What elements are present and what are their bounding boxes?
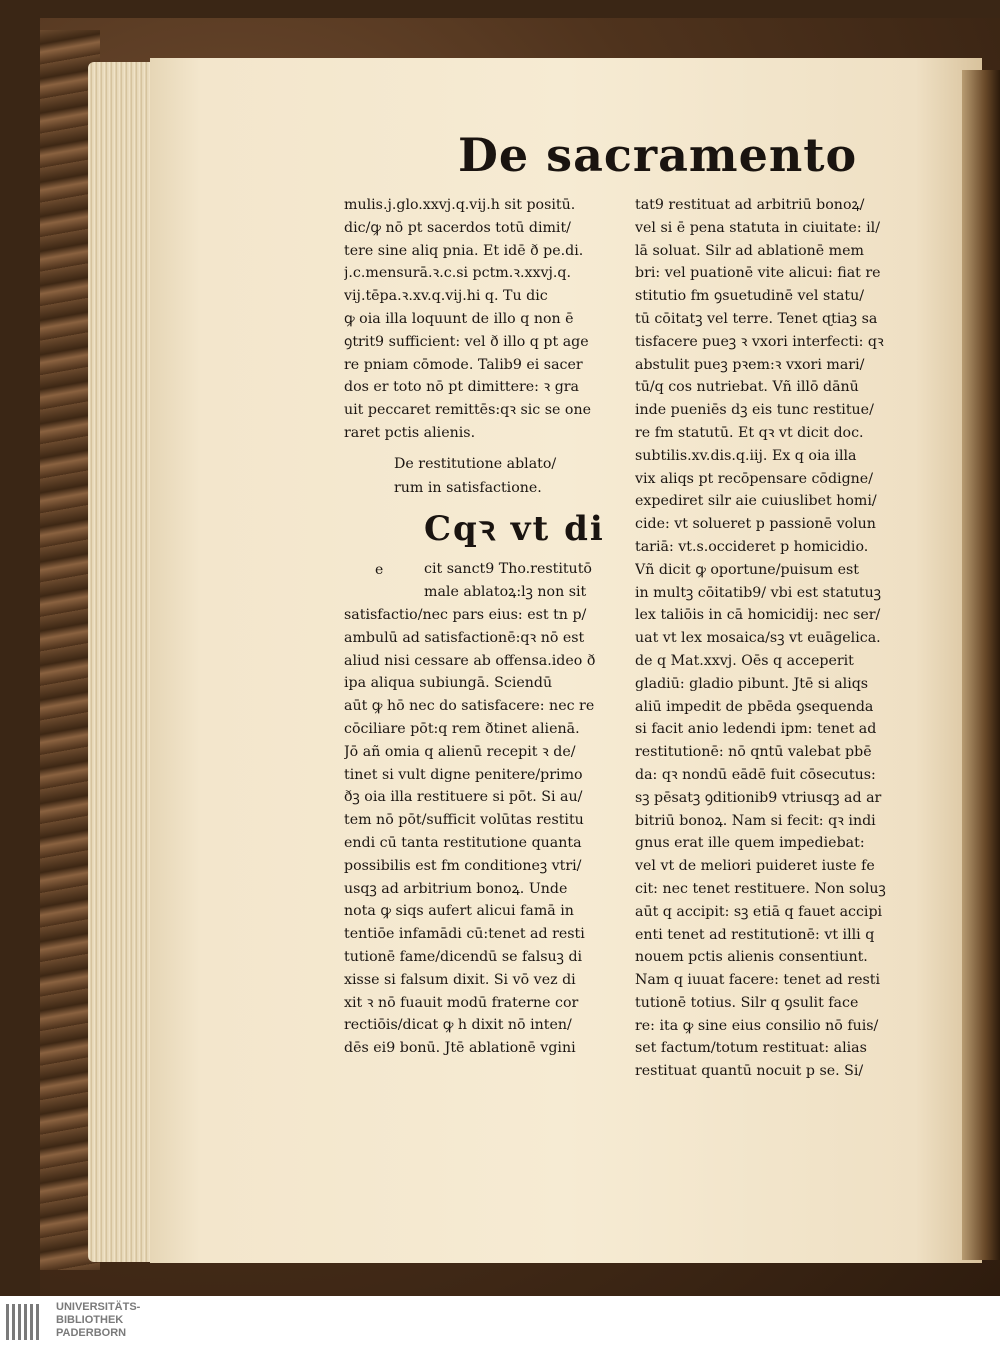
text-line: dēs ei9 bonū. Jtē ablationē vgini xyxy=(344,1040,576,1057)
text-line: rum in satisfactione. xyxy=(394,480,542,496)
text-line: bitriū bonoꝝ. Nam si fecit: qꝛ indi xyxy=(635,812,876,829)
text-line: abstulit pueꝫ pꝛem:ꝛ vxori mari/ xyxy=(635,356,865,373)
text-line: vel si ē pena statuta in ciuitate: il/ xyxy=(635,219,880,236)
text-line: expediret silr aie cuiuslibet homi/ xyxy=(635,493,877,510)
text-line: lex taliōis in cā homicidij: nec ser/ xyxy=(635,607,881,624)
text-line: usqꝫ ad arbitrium bonoꝝ. Unde xyxy=(344,880,568,897)
text-line: cit sanct9 Tho.restitutō xyxy=(424,561,592,577)
logo-line: UNIVERSITÄTS- xyxy=(56,1301,141,1313)
page-title: De sacramento xyxy=(458,128,858,182)
section-heading xyxy=(394,452,624,500)
text-line: re fm statutū. Et qꝛ vt dicit doc. xyxy=(635,424,864,441)
text-line: tū cōitatꝫ vel terre. Tenet ɋtiaꝫ sa xyxy=(635,310,878,327)
text-line: possibilis est fm conditioneꝫ vtri/ xyxy=(344,857,582,874)
text-line: restitutionē: nō qntū valebat pbē xyxy=(635,744,872,761)
text-line: dos er toto nō pt dimittere: ꝛ gra xyxy=(344,379,580,396)
text-line: tisfacere pueꝫ ꝛ vxori interfecti: qꝛ xyxy=(635,333,884,350)
text-line: ipa aliqua subiungā. Sciendū xyxy=(344,675,553,692)
text-line: De restitutione ablato/ xyxy=(394,456,557,472)
text-line: enti tenet ad restitutionē: vt illi q xyxy=(635,926,875,943)
text-line: vix aliqs pt recōpensare cōdigne/ xyxy=(635,470,873,487)
text-line: ambulū ad satisfactionē:qꝛ nō est xyxy=(344,629,585,646)
decorated-initial-line: Cqꝛ vt di xyxy=(424,509,605,549)
text-line: Vñ dicit ꝙ oportune/puisum est xyxy=(635,561,859,578)
text-line: satisfactio/nec pars eius: est tn p/ xyxy=(344,607,587,623)
text-line: stitutio fm ꝯsuetudinē vel statu/ xyxy=(635,288,865,305)
text-line: xit ꝛ nō fuauit modū fraterne cor xyxy=(344,994,579,1011)
text-line: ꝯtrit9 sufficient: vel ð illo q pt age xyxy=(344,333,589,350)
text-line: vel vt de meliori puideret iuste fe xyxy=(635,858,875,875)
text-line: dic/ꝙ nō pt sacerdos totū dimit/ xyxy=(344,219,571,236)
text-line: tinet si vult digne penitere/primo xyxy=(344,766,583,783)
page-edges xyxy=(88,62,158,1262)
text-line: Jō añ omia q alienū recepit ꝛ de/ xyxy=(344,743,576,760)
text-line: cit: nec tenet restituere. Non soluꝫ xyxy=(635,880,886,897)
text-line: gladiū: gladio pibunt. Jtē si aliqs xyxy=(635,675,869,692)
text-line: subtilis.xv.dis.q.iij. Ex q oia illa xyxy=(635,447,857,464)
library-logo-icon xyxy=(4,1300,48,1344)
text-line: tutionē totius. Silr q ꝯsulit face xyxy=(635,994,859,1011)
left-column-top xyxy=(344,194,634,445)
text-line: da: qꝛ nondū eādē fuit cōsecutus: xyxy=(635,766,876,783)
text-line: tem nō pōt/sufficit volūtas restitu xyxy=(344,812,584,829)
text-line: bri: vel puationē vite alicui: fiat re xyxy=(635,265,881,282)
text-line: aliud nisi cessare ab offensa.ideo ð xyxy=(344,652,596,669)
text-line: de q Mat.xxvj. Oēs q acceperit xyxy=(635,652,854,669)
text-line: ðꝫ oia illa restituere si pōt. Si au/ xyxy=(344,789,583,806)
text-line: ꝙ oia illa loquunt de illo q non ē xyxy=(344,310,574,327)
text-line: nota ꝙ siqs aufert alicui famā in xyxy=(344,903,574,920)
text-line: raret pctis alienis. xyxy=(344,424,476,441)
text-line: tutionē fame/dicendū se falsuꝫ di xyxy=(344,948,583,965)
text-line: Nam q iuuat facere: tenet ad resti xyxy=(635,972,881,989)
text-line: tū/q cos nutriebat. Vñ illō dānū xyxy=(635,379,859,396)
left-column-indented xyxy=(424,558,636,604)
text-line: gnus erat ille quem impediebat: xyxy=(635,835,865,852)
right-column xyxy=(635,194,915,1083)
text-line: cōciliare pōt:q rem ðtinet alienā. xyxy=(344,720,580,737)
text-line: cide: vt solueret p passionē volun xyxy=(635,516,876,533)
text-line: aliū impedit de pbēda ꝯsequenda xyxy=(635,698,874,715)
left-column-bottom xyxy=(344,604,634,1060)
text-line: male ablatoꝝ:lꝫ non sit xyxy=(424,583,587,600)
text-line: restituat quantū nocuit p se. Si/ xyxy=(635,1063,864,1080)
logo-line: PADERBORN xyxy=(56,1327,127,1339)
text-line: tat9 restituat ad arbitriū bonoꝝ/ xyxy=(635,197,865,213)
text-line: aūt ꝙ hō nec do satisfacere: nec re xyxy=(344,698,595,715)
text-line: tentiōe infamādi cū:tenet ad resti xyxy=(344,926,585,943)
text-line: nouem pctis alienis consentiunt. xyxy=(635,949,868,966)
text-line: aūt q accipit: sꝫ etiā q fauet accipi xyxy=(635,903,883,920)
text-line: xisse si falsum dixit. Si vō vez di xyxy=(344,971,576,988)
text-line: uit peccaret remittēs:qꝛ sic se one xyxy=(344,402,591,419)
text-line: endi cū tanta restitutione quanta xyxy=(344,834,582,851)
text-line: tere sine aliq pnia. Et idē ð pe.di. xyxy=(344,242,584,259)
text-line: si facit anio ledendi ipm: tenet ad xyxy=(635,721,877,738)
text-line: re: ita ꝙ sine eius consilio nō fuis/ xyxy=(635,1017,879,1034)
text-line: j.c.mensurā.ꝛ.c.si pctm.ꝛ.xxvj.q. xyxy=(344,265,571,282)
spine-gutter xyxy=(962,70,1000,1260)
text-line: tariā: vt.s.occideret p homicidio. xyxy=(635,538,869,555)
text-line: vij.tēpa.ꝛ.xv.q.vij.hi q. Tu dic xyxy=(344,288,548,305)
text-line: inde pueniēs dꝫ eis tunc restitue/ xyxy=(635,402,874,419)
text-line: re pniam cōmode. Talib9 ei sacer xyxy=(344,356,583,373)
text-line: lā soluat. Silr ad ablationē mem xyxy=(635,242,864,259)
text-line: sꝫ pēsatꝫ ꝯditionib9 vtriusqꝫ ad ar xyxy=(635,789,882,806)
text-line: mulis.j.glo.xxvj.q.vij.h sit positū. xyxy=(344,197,576,213)
text-line: uat vt lex mosaica/sꝫ vt euāgelica. xyxy=(635,630,881,647)
logo-line: BIBLIOTHEK xyxy=(56,1314,124,1326)
text-line: set factum/totum restituat: alias xyxy=(635,1040,867,1057)
library-logo-text xyxy=(56,1301,216,1340)
guide-letter: e xyxy=(375,562,384,578)
text-line: rectiōis/dicat ꝙ h dixit nō inten/ xyxy=(344,1017,572,1034)
text-line: in multꝫ cōitatib9/ vbi est statutuꝫ xyxy=(635,584,881,601)
